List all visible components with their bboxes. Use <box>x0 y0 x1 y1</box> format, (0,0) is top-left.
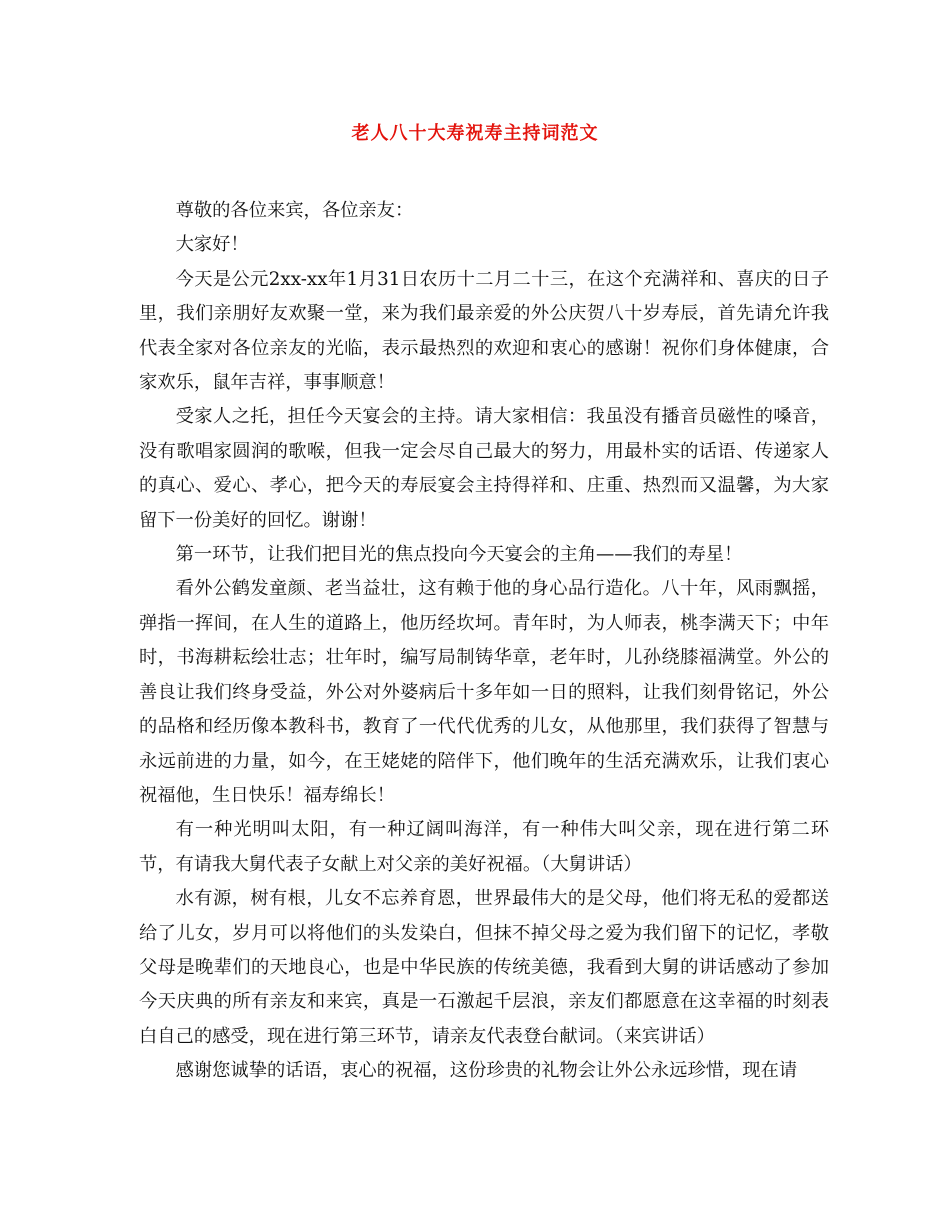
paragraph-hello: 大家好！ <box>175 234 249 256</box>
paragraph-closing: 感谢您诚挚的话语，衷心的祝福，这份珍贵的礼物会让外公永远珍惜，现在请 <box>175 1060 798 1082</box>
paragraph-grandfather-tribute: 看外公鹤发童颜、老当益壮，这有赖于他的身心品行造化。八十年，风雨飘摇，弹指一挥间，在人生的道路上，他历经坎坷。青年时，为人师表，桃李满天下；中年时，书海耕耘绘壮志；壮年时，编写局制铸华章，老年时，儿孙绕膝福满堂。外公的善良让我们终身受益，外公对外婆病后十多年如一日的照料，让我们刻骨铭记，外公的品格和经历像本教科书，教育了一代代优秀的儿女，从他那里，我们获得了智慧与永远前进的力量，如今，在王姥姥的陪伴下，他们晚年的生活充满欢乐，让我们衷心祝福他，生日快乐！福寿绵长！ <box>139 578 829 806</box>
document-body <box>139 194 829 1089</box>
paragraph-greeting: 尊敬的各位来宾，各位亲友： <box>175 200 414 221</box>
paragraph-section-three: 水有源，树有根，儿女不忘养育恩，世界最伟大的是父母，他们将无私的爱都送给了儿女，岁月可以将他们的头发染白，但抹不掉父母之爱为我们留下的记忆，孝敬父母是晚辈们的天地良心，也是中华民族的传统美德，我看到大舅的讲话感动了参加今天庆典的所有亲友和来宾，真是一石激起千层浪，亲友们都愿意在这幸福的时刻表白自己的感受，现在进行第三环节，请亲友代表登台献词。（来宾讲话） <box>139 888 829 1047</box>
paragraph-section-two: 有一种光明叫太阳，有一种辽阔叫海洋，有一种伟大叫父亲，现在进行第二环节，有请我大舅代表子女献上对父亲的美好祝福。（大舅讲话） <box>139 819 829 875</box>
paragraph-host-intro: 受家人之托，担任今天宴会的主持。请大家相信：我虽没有播音员磁性的嗓音，没有歌唱家圆润的歌喉，但我一定会尽自己最大的努力，用最朴实的话语、传递家人的真心、爱心、孝心，把今天的寿辰宴会主持得祥和、庄重、热烈而又温馨，为大家留下一份美好的回忆。谢谢！ <box>139 406 829 531</box>
paragraph-opening: 今天是公元2xx-xx年1月31日农历十二月二十三，在这个充满祥和、喜庆的日子里，我们亲朋好友欢聚一堂，来为我们最亲爱的外公庆贺八十岁寿辰，首先请允许我代表全家对各位亲友的光临，表示最热烈的欢迎和衷心的感谢！祝你们身体健康，合家欢乐，鼠年吉祥，事事顺意！ <box>139 268 829 394</box>
paragraph-section-one: 第一环节，让我们把目光的焦点投向今天宴会的主角——我们的寿星！ <box>175 544 743 566</box>
document-title: 老人八十大寿祝寿主持词范文 <box>351 123 599 144</box>
